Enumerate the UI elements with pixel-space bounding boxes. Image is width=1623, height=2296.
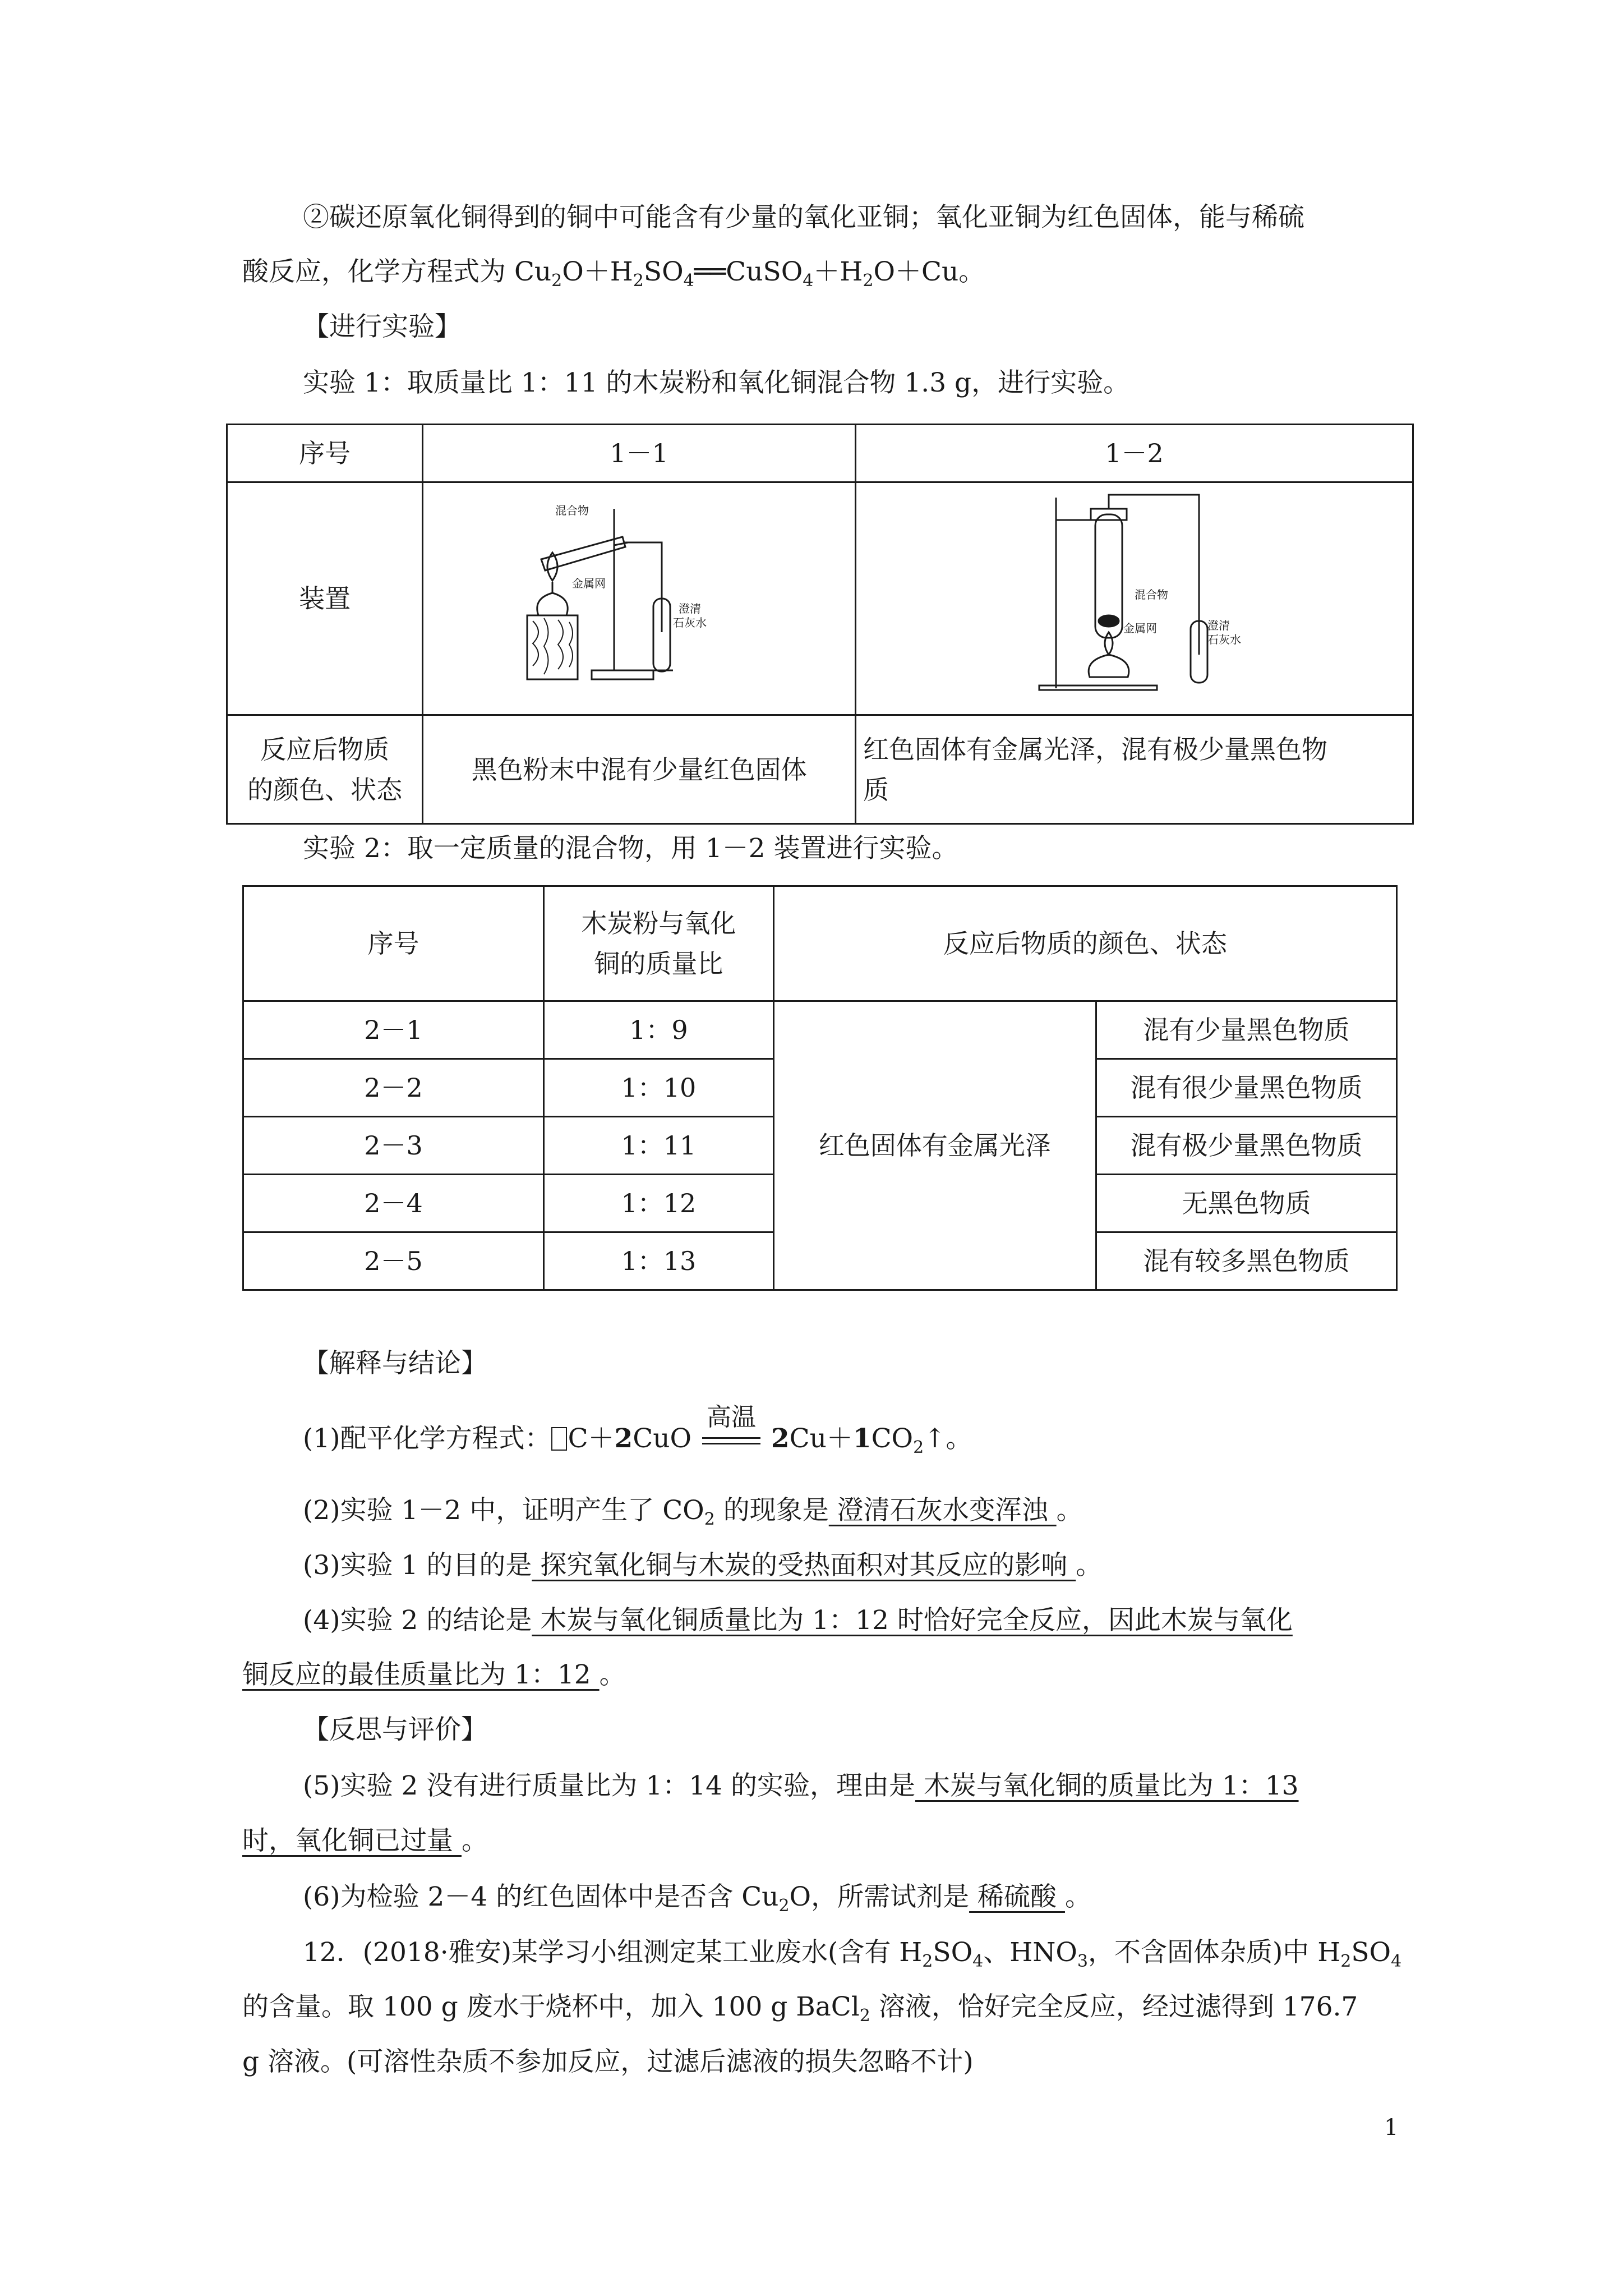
question-12-line1: 12．(2018·雅安)某学习小组测定某工业废水(含有 $H_2SO_4$、$HNO_3$，不含固体杂质)中 $H_2SO_4$ [303,1937,1402,1971]
question-2: (2)实验 1－2 中，证明产生了 $CO_2$ 的现象是 澄清石灰水变浑浊 。 [303,1495,1083,1529]
apparatus-1-1-figure [510,492,768,694]
para1-line1: ②碳还原氧化铜得到的铜中可能含有少量的氧化亚铜；氧化亚铜为红色固体，能与稀硫 [303,202,1304,233]
section-reflection: 【反思与评价】 [303,1714,487,1745]
t2-header-ratio: 木炭粉与氧化 铜的质量比 [544,886,774,1001]
t1-header-1-2: 1－2 [856,425,1413,482]
t2-note: 混有极少量黑色物质 [1096,1117,1396,1175]
question-5-line1: (5)实验 2 没有进行质量比为 1：14 的实验，理由是 木炭与氧化铜的质量比为 1：13 [303,1770,1299,1801]
para1-line2: 酸反应，化学方程式为 $Cu_2O+H_2SO_4══CuSO_4+H_2O+Cu$。 [242,256,985,291]
t2-merged-result: 红色固体有金属光泽 [773,1001,1096,1290]
t2-ratio: 1：12 [544,1175,774,1232]
section-conclusion: 【解释与结论】 [303,1348,487,1379]
answer-4-line1: 木炭与氧化铜质量比为 1：12 时恰好完全反应，因此木炭与氧化 [532,1605,1293,1636]
exp2-intro: 实验 2：取一定质量的混合物，用 1－2 装置进行实验。 [303,833,958,864]
t1-header-1-1: 1－1 [423,425,856,482]
answer-3: 探究氧化铜与木炭的受热面积对其反应的影响 [532,1550,1076,1581]
t2-num: 2－1 [243,1001,544,1059]
t2-num: 2－2 [243,1059,544,1117]
question-3: (3)实验 1 的目的是 探究氧化铜与木炭的受热面积对其反应的影响 。 [303,1550,1103,1581]
t2-ratio: 1：10 [544,1059,774,1117]
answer-6: 稀硫酸 [969,1881,1065,1912]
fig2-label-lime2: 石灰水 [1207,633,1241,646]
t2-ratio: 1：11 [544,1117,774,1175]
blank-box [551,1427,567,1451]
t2-num: 2－4 [243,1175,544,1232]
apparatus-1-2-figure [1022,486,1247,700]
answer-5-line2: 时，氧化铜已过量 [242,1825,462,1856]
page-number: 1 [1384,2115,1399,2141]
question-6: (6)为检验 2－4 的红色固体中是否含 $Cu_2O$，所需试剂是 稀硫酸 。 [303,1881,1091,1916]
question-1: (1)配平化学方程式： C＋2CuO 高温 $2Cu+1CO_2↑$。 [303,1403,972,1457]
table-experiment-1 [226,424,1414,825]
t2-num: 2－5 [243,1232,544,1290]
t2-note: 无黑色物质 [1096,1175,1396,1232]
question-12-line3: g 溶液。(可溶性杂质不参加反应，过滤后滤液的损失忽略不计) [242,2046,974,2077]
t1-header-num: 序号 [227,425,423,482]
t2-note: 混有少量黑色物质 [1096,1001,1396,1059]
question-4-line1: (4)实验 2 的结论是 木炭与氧化铜质量比为 1：12 时恰好完全反应，因此木炭与氧化 [303,1605,1293,1636]
t2-note: 混有较多黑色物质 [1096,1232,1396,1290]
t1-apparatus-label: 装置 [227,482,423,715]
question-4-line2: 铜反应的最佳质量比为 1：12 。 [242,1659,626,1690]
t2-note: 混有很少量黑色物质 [1096,1059,1396,1117]
section-experiment: 【进行实验】 [303,311,461,342]
t1-result-1-2: 红色固体有金属光泽，混有极少量黑色物 质 [856,715,1413,824]
fig1-label-lime2: 石灰水 [672,616,707,629]
fig1-label-mixture: 混合物 [555,504,589,517]
exp1-intro: 实验 1：取质量比 1：11 的木炭粉和氧化铜混合物 1.3 g，进行实验。 [303,367,1130,398]
question-12-line2: 的含量。取 100 g 废水于烧杯中，加入 100 g BaCl$_2$ 溶液，恰好完全反应，经过滤得到 176.7 [242,1991,1358,2026]
fig1-label-lime1: 澄清 [678,602,701,615]
table-experiment-2 [242,885,1398,1291]
t2-header-result: 反应后物质的颜色、状态 [773,886,1396,1001]
fig2-label-lime1: 澄清 [1207,619,1230,632]
answer-4-line2: 铜反应的最佳质量比为 1：12 [242,1659,600,1690]
fig2-label-mesh: 金属网 [1123,622,1157,635]
fig1-label-mesh: 金属网 [571,577,606,590]
reaction-arrow: 高温 [700,1420,763,1457]
t1-result-label: 反应后物质 的颜色、状态 [227,715,423,824]
t1-result-1-1: 黑色粉末中混有少量红色固体 [423,715,856,824]
answer-5-line1: 木炭与氧化铜的质量比为 1：13 [915,1770,1299,1801]
t1-apparatus-1-2 [856,482,1413,715]
t2-header-num: 序号 [243,886,544,1001]
fig2-label-mixture: 混合物 [1134,588,1168,601]
question-5-line2: 时，氧化铜已过量 。 [242,1825,488,1856]
answer-2: 澄清石灰水变浑浊 [828,1495,1057,1526]
t2-ratio: 1：13 [544,1232,774,1290]
t2-ratio: 1：9 [544,1001,774,1059]
t2-num: 2－3 [243,1117,544,1175]
t1-apparatus-1-1 [423,482,856,715]
